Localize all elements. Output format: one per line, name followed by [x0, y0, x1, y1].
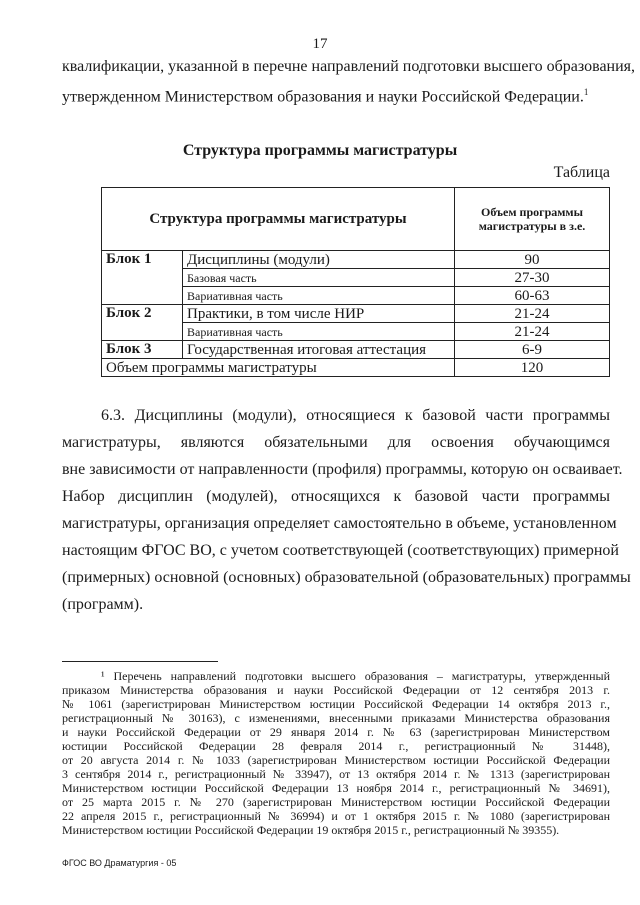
paragraph-line: 6.3. Дисциплины (модули), относящиеся к базовой части программы: [101, 407, 610, 424]
row-value: 27-30: [455, 269, 610, 287]
row-value: 21-24: [455, 305, 610, 323]
row-value: 60-63: [455, 287, 610, 305]
table-label: Таблица: [553, 164, 610, 181]
footnote-line: приказом Министерства образования и науки Российской Федерации от 12 сентября 2013 г.: [62, 683, 610, 697]
intro-line-2: [62, 87, 610, 106]
footnote-line: регистрационный № 30163), с изменениями, внесенными приказами Министерства образования: [62, 711, 610, 725]
table-header-structure: Структура программы магистратуры: [102, 188, 455, 251]
row-name: Вариативная часть: [183, 323, 455, 341]
intro-line-2-text: утвержденном Министерством образования и науки Российской Федерации.: [62, 88, 584, 106]
section-title: Структура программы магистратуры: [182, 142, 458, 159]
page-number: 17: [312, 36, 328, 52]
structure-table: [101, 187, 610, 377]
footnote-line: № 1061 (зарегистрирован Министерством юстиции Российской Федерации 14 октября 2013 г.,: [62, 697, 610, 711]
block-cell: Блок 2: [102, 305, 183, 341]
row-name: Базовая часть: [183, 269, 455, 287]
footnote-line: ¹ Перечень направлений подготовки высшего образования – магистратуры, утвержденный: [101, 669, 610, 683]
footnote-line: от 25 марта 2015 г. № 270 (зарегистрирован Министерством юстиции Российской Федерации: [62, 795, 610, 809]
footnote-line: 22 апреля 2015 г., регистрационный № 36994) и от 1 октября 2015 г. № 1080 (зарегистрирован: [62, 809, 610, 823]
footnote-separator: [62, 661, 218, 662]
table-row: [102, 251, 610, 269]
paragraph-line: вне зависимости от направленности (профиля) программы, которую он осваивает.: [62, 461, 623, 478]
total-value: 120: [455, 359, 610, 377]
footnote-line: и науки Российской Федерации от 29 января 2014 г. № 63 (зарегистрирован Министерством: [62, 725, 610, 739]
footnote-line: Министерством юстиции Российской Федерации 13 ноября 2014 г., регистрационный № 34691),: [62, 781, 610, 795]
total-label: Объем программы магистратуры: [102, 359, 455, 377]
row-value: 6-9: [455, 341, 610, 359]
intro-line-1: квалификации, указанной в перечне направлений подготовки высшего образования,: [62, 58, 636, 75]
footnote-line: от 20 августа 2014 г. № 1033 (зарегистрирован Министерством юстиции Российской Федерации: [62, 753, 610, 767]
paragraph-line: Набор дисциплин (модулей), относящихся к базовой части программы: [62, 488, 610, 505]
row-name: Вариативная часть: [183, 287, 455, 305]
paragraph-line: магистратуры, организация определяет самостоятельно в объеме, установленном: [62, 515, 617, 532]
table-total-row: [102, 359, 610, 377]
footnote-line: юстиции Российской Федерации 28 февраля 2014 г., регистрационный № 31448),: [62, 739, 610, 753]
footnote-ref: 1: [583, 87, 589, 97]
row-value: 90: [455, 251, 610, 269]
table-row: [102, 341, 610, 359]
row-name: Государственная итоговая аттестация: [183, 341, 455, 359]
row-name: Практики, в том числе НИР: [183, 305, 455, 323]
table-header-volume: Объем программы магистратуры в з.е.: [455, 188, 610, 251]
footnote-line: 3 сентября 2014 г., регистрационный № 33947), от 13 октября 2014 г. № 1313 (зарегистрирован: [62, 767, 610, 781]
paragraph-line: магистратуры, являются обязательными для освоения обучающимся: [62, 434, 610, 451]
table-row: [102, 305, 610, 323]
row-name: Дисциплины (модули): [183, 251, 455, 269]
paragraph-line: (примерных) основной (основных) образовательной (образовательных) программы: [62, 569, 631, 586]
paragraph-line: настоящим ФГОС ВО, с учетом соответствующей (соответствующих) примерной: [62, 542, 619, 559]
footnote-line: Министерством юстиции Российской Федерации 19 октября 2015 г., регистрационный № 39355).: [62, 823, 560, 837]
block-cell: Блок 3: [102, 341, 183, 359]
block-cell: Блок 1: [102, 251, 183, 305]
row-value: 21-24: [455, 323, 610, 341]
document-footer: ФГОС ВО Драматургия - 05: [62, 858, 177, 868]
paragraph-line: (программ).: [62, 596, 144, 613]
